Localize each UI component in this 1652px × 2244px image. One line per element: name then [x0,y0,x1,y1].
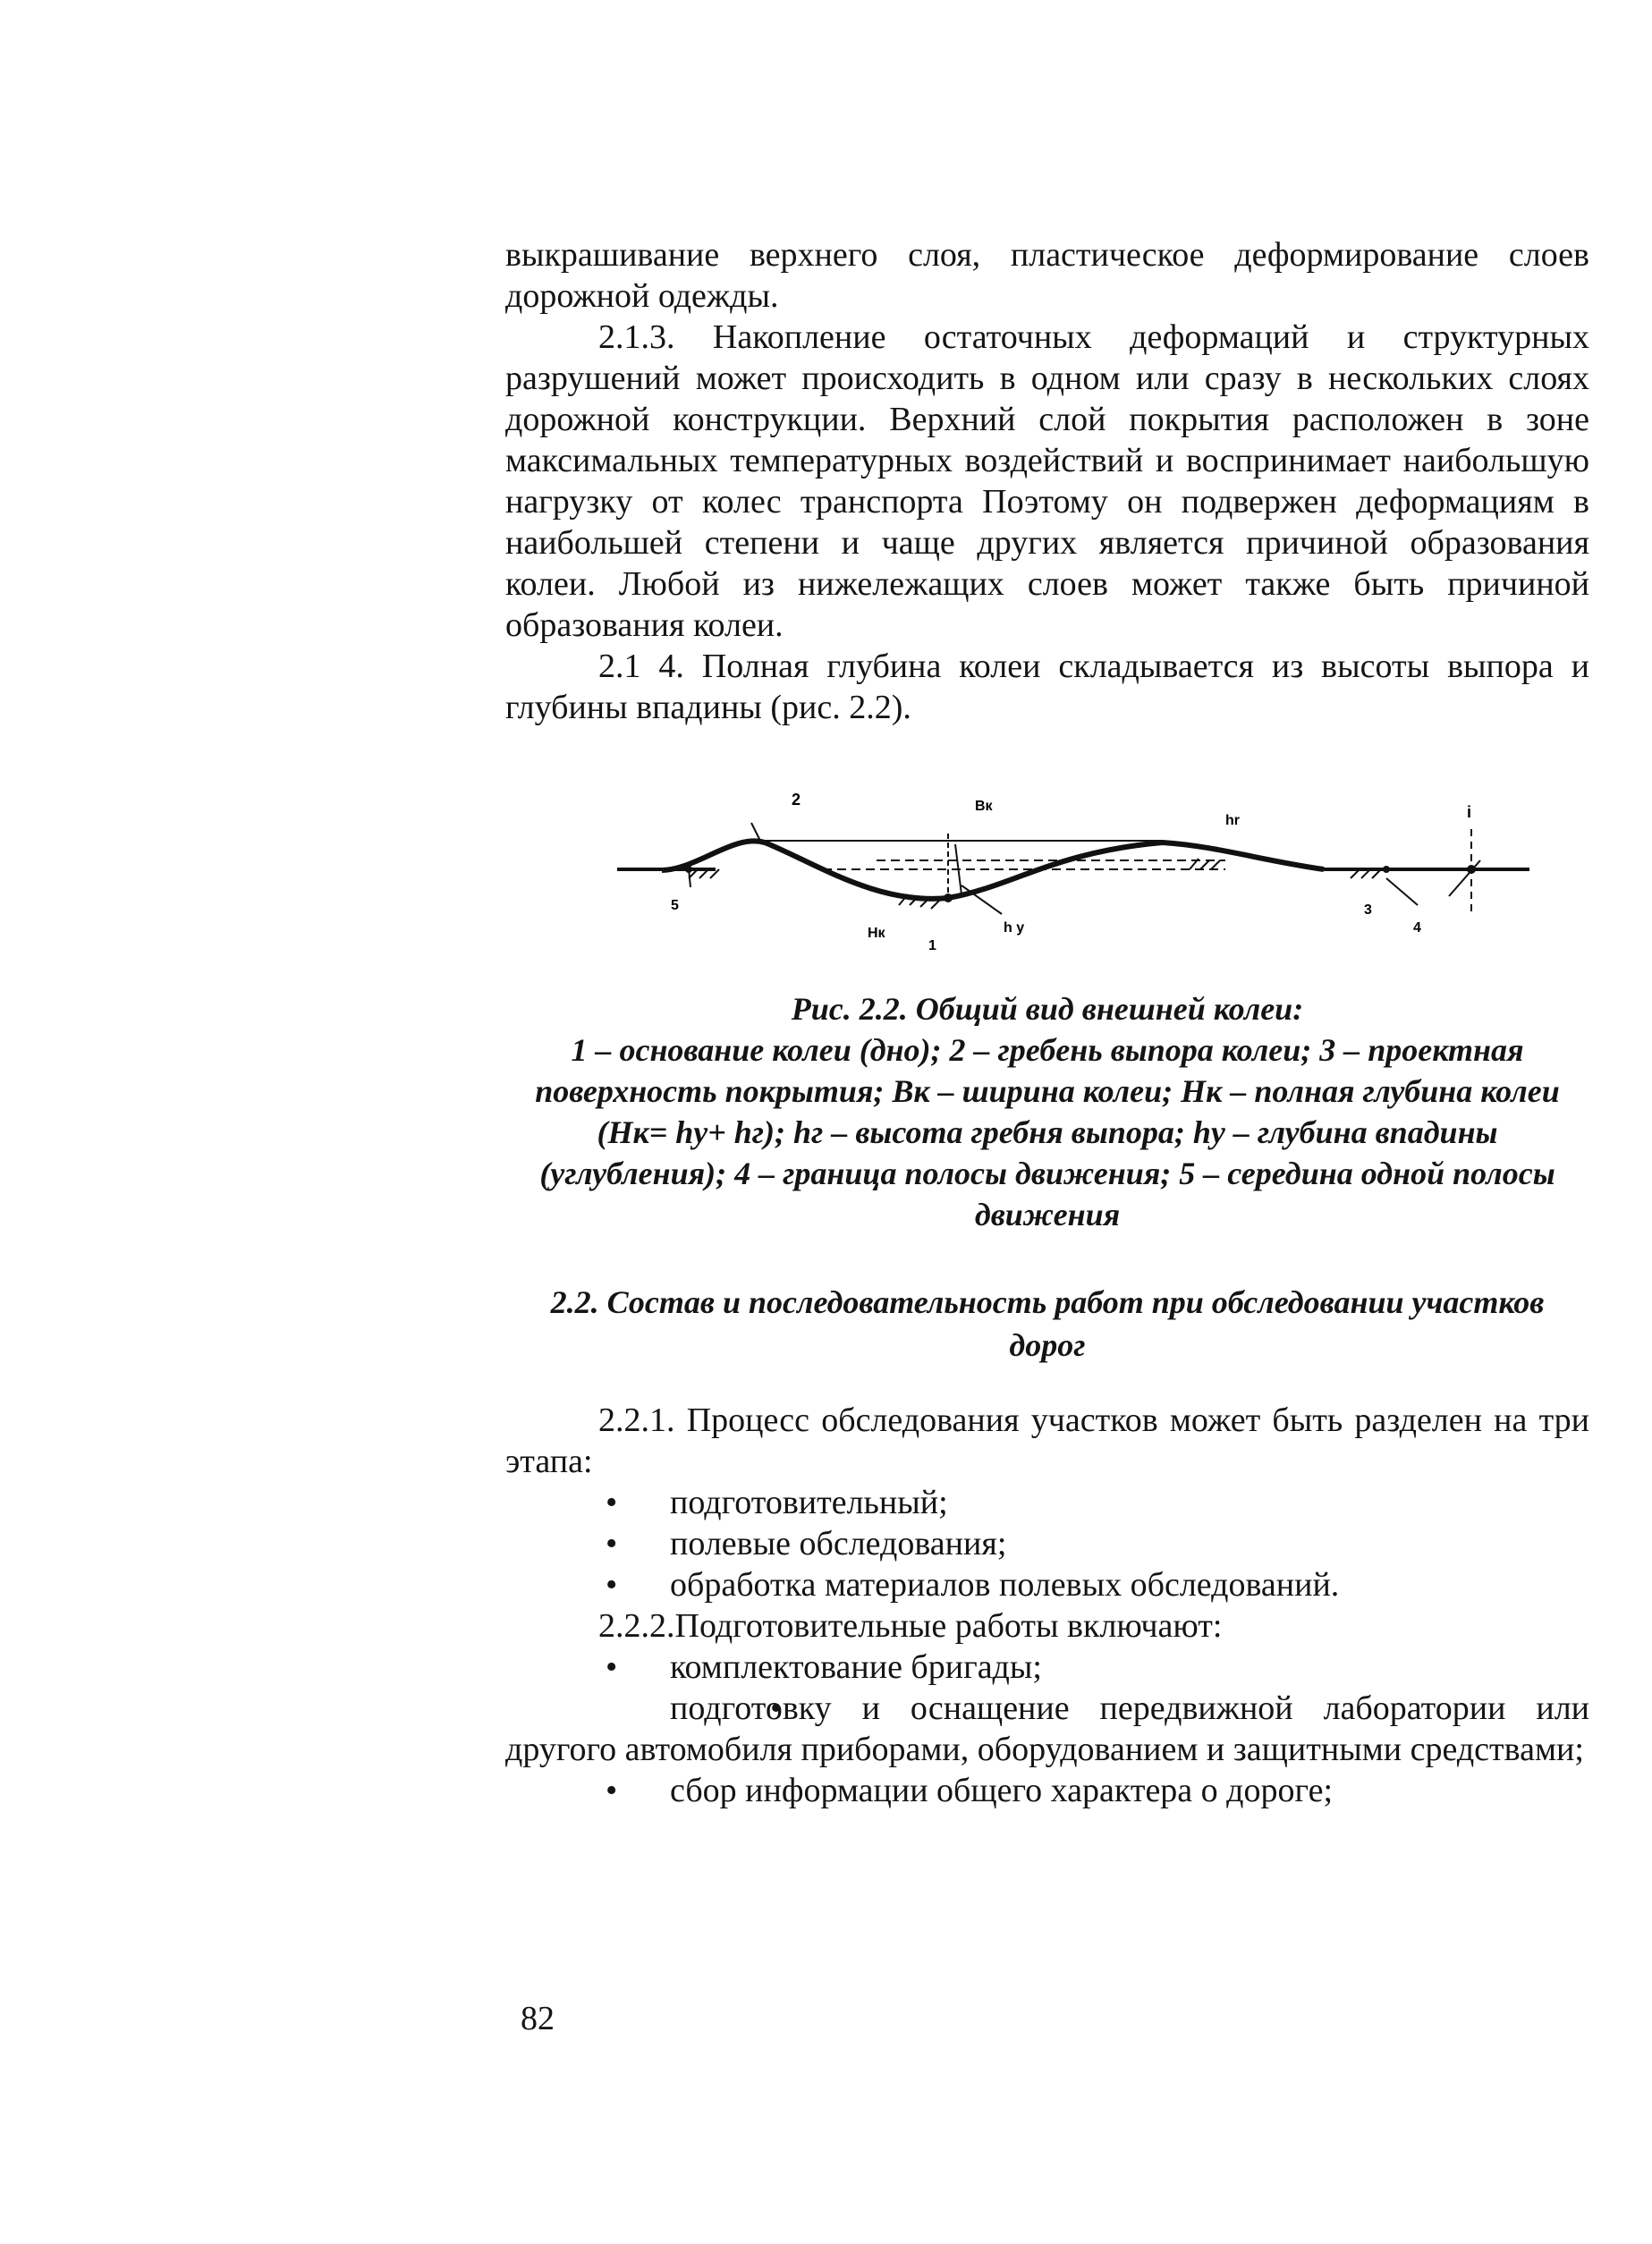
label-5: 5 [671,898,679,913]
label-3: 3 [1364,902,1372,918]
label-4: 4 [1413,920,1421,936]
caption-line: 1 – основание колеи (дно); 2 – гребень выпора колеи; 3 – проектная [571,1032,1524,1068]
text-block-top [505,234,1589,728]
label-hy: h у [1004,920,1025,936]
heading-line: дорог [1009,1327,1086,1363]
label-2: 2 [792,791,801,809]
ground-hatching [689,859,1381,909]
paragraph-2-2-2: 2.2.2.Подготовительные работы включают: [598,1607,1223,1645]
page-number: 82 [521,2000,555,2037]
paragraph-2-2-1: 2.2.1. Процесс обследования участков может быть разделен на три этапа: [505,1401,1589,1480]
heading-line: 2.2. Состав и последовательность работ при обследовании участков [550,1284,1545,1320]
paragraph-continuation: выкрашивание верхнего слоя, пластическое деформирование слоев дорожной одежды. [505,236,1589,315]
label-i: i [1467,803,1472,821]
list-item: • сбор информации общего характера о дороге; [505,1770,1589,1811]
text-block-bottom [505,1400,1589,1811]
label-hr: hr [1225,813,1240,828]
list-item: • подготовительный; [505,1482,1589,1523]
point-1 [944,893,953,902]
section-heading [505,1281,1589,1367]
point-3 [1383,866,1390,873]
paragraph-2-1-3: 2.1.3. Накопление остаточных деформаций и структурных разрушений может происходить в одном или сразу в нескольких слоях дорожной конструкции. Верхний слой покрытия расположен в зоне максимальных температурных воздействий и воспринимает наибольшую нагрузку от колес транспорта Поэтому он подвержен деформациям в наибольшей степени и чаще других является причиной образования колеи. Любой из нижележащих слоев может также быть причиной образования колеи. [505,318,1589,644]
caption-line: поверхность покрытия; Вк – ширина колеи; Нк – полная глубина колеи [535,1073,1560,1109]
figure-caption [505,988,1589,1235]
list-item: • подготовку и оснащение передвижной лаборатории или другого автомобиля приборами, оборудованием и защитными средствами; [505,1688,1589,1770]
rut-profile-figure [608,780,1529,959]
caption-line: (Нк= hу+ hг); hг – высота гребня выпора; hу – глубина впадины [597,1114,1498,1150]
caption-line: движения [974,1197,1121,1232]
list-item: • комплектование бригады; [505,1647,1589,1688]
label-hk: Нк [868,926,885,941]
label-1: 1 [928,938,936,953]
point-4 [1467,865,1476,874]
list-item: • обработка материалов полевых обследований. [505,1564,1589,1605]
label-bk: Вк [975,799,993,814]
caption-title: Рис. 2.2. Общий вид внешней колеи: [791,991,1304,1027]
paragraph-2-1-4: 2.1 4. Полная глубина колеи складывается из высоты выпора и глубины впадины (рис. 2.2). [505,648,1589,726]
list-item: • полевые обследования; [505,1523,1589,1564]
caption-line: (углубления); 4 – граница полосы движения; 5 – середина одной полосы [539,1156,1555,1191]
point-5 [685,866,692,873]
